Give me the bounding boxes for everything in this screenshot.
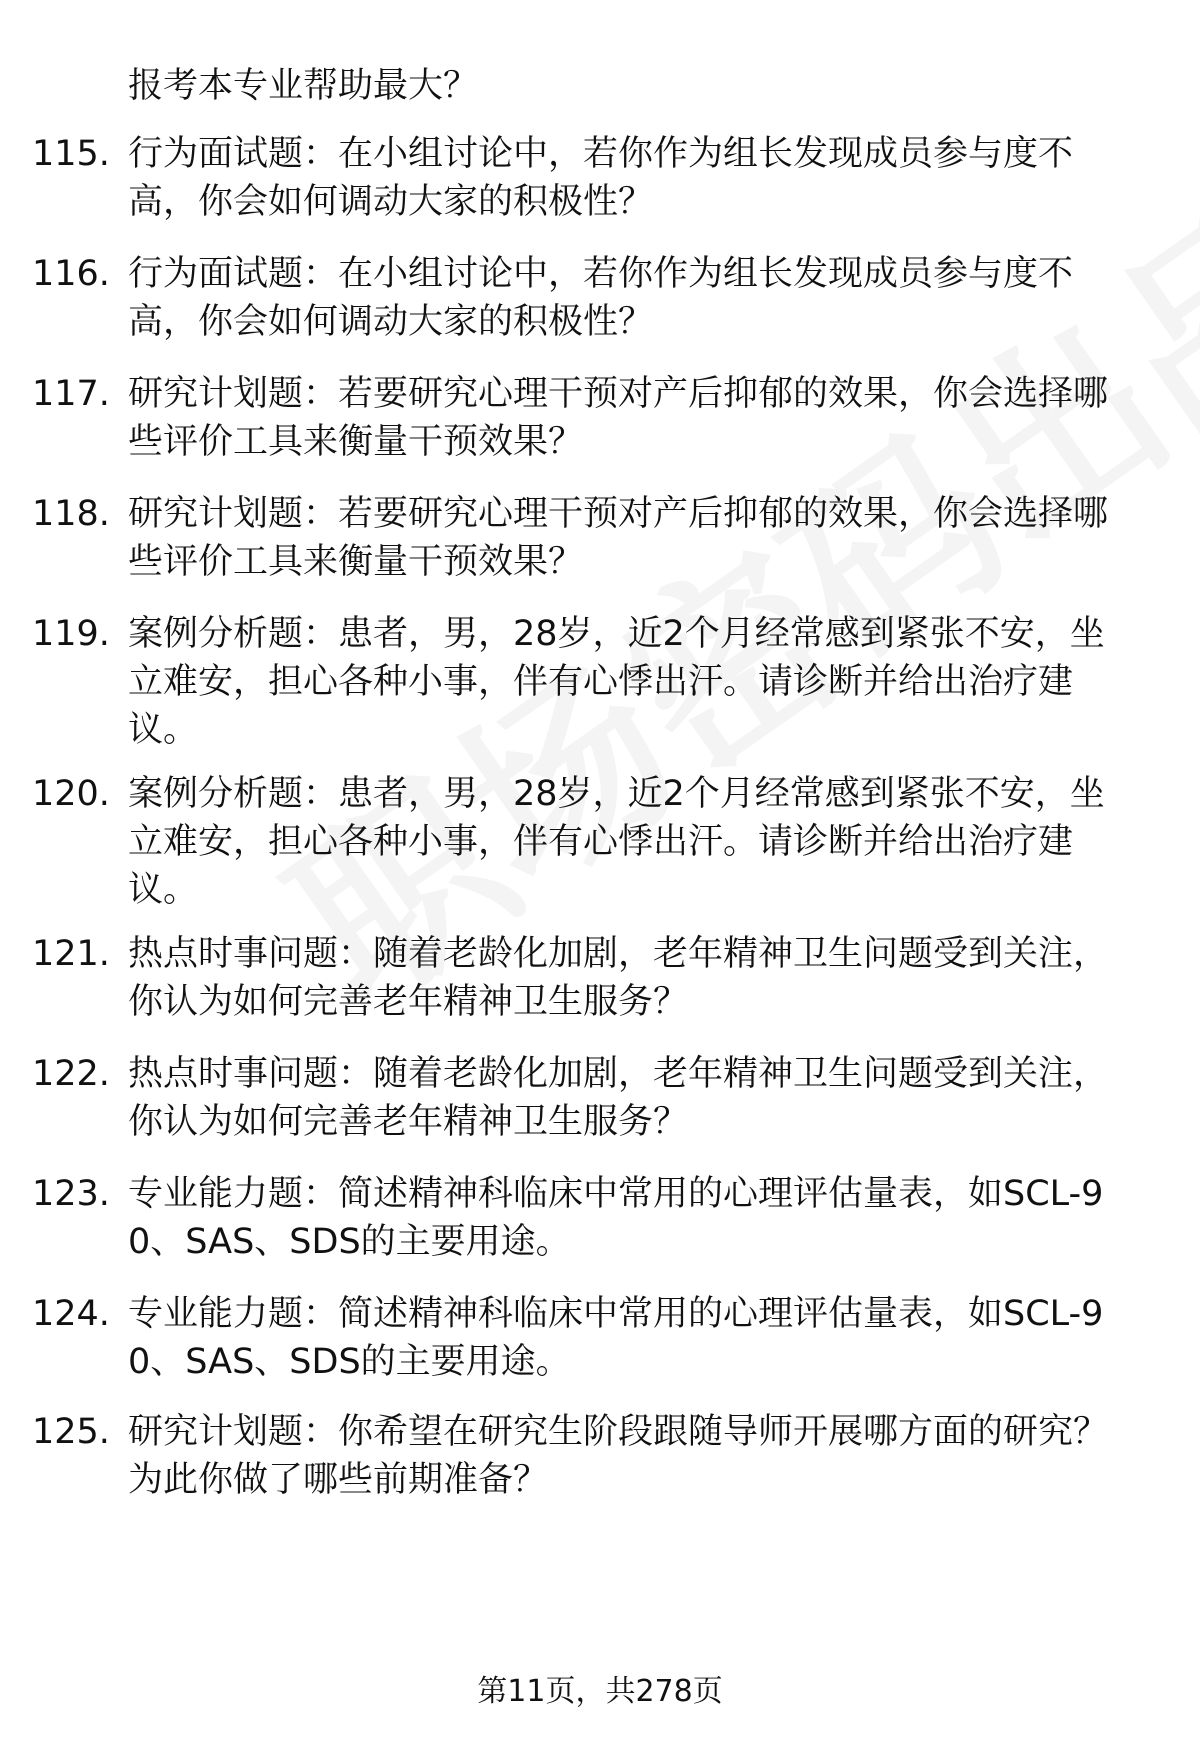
question-text: 行为面试题：在小组讨论中，若你作为组长发现成员参与度不高，你会如何调动大家的积极性？ bbox=[128, 254, 1074, 342]
question-number: 117. bbox=[32, 374, 110, 414]
question-number: 119. bbox=[32, 614, 110, 654]
question-text: 热点时事问题：随着老龄化加剧，老年精神卫生问题受到关注，你认为如何完善老年精神卫生服务？ bbox=[128, 1054, 1109, 1142]
page-footer: 第11页，共278页 bbox=[477, 1674, 723, 1709]
question-text: 研究计划题：若要研究心理干预对产后抑郁的效果，你会选择哪些评价工具来衡量干预效果？ bbox=[128, 374, 1109, 462]
question-item bbox=[32, 1170, 1172, 1266]
question-item bbox=[32, 130, 1172, 226]
question-item bbox=[32, 930, 1172, 1026]
question-number: 121. bbox=[32, 934, 110, 974]
question-text: 案例分析题：患者，男，28岁，近2个月经常感到紧张不安，坐立难安，担心各种小事，伴有心悸出汗。请诊断并给出治疗建议。 bbox=[128, 774, 1105, 910]
question-item bbox=[32, 610, 1172, 754]
question-number: 118. bbox=[32, 494, 110, 534]
question-number: 125. bbox=[32, 1412, 110, 1452]
question-text: 专业能力题：简述精神科临床中常用的心理评估量表，如SCL-90、SAS、SDS的主要用途。 bbox=[128, 1174, 1104, 1262]
question-item bbox=[32, 770, 1172, 914]
question-text: 热点时事问题：随着老龄化加剧，老年精神卫生问题受到关注，你认为如何完善老年精神卫生服务？ bbox=[128, 934, 1109, 1022]
question-number: 116. bbox=[32, 254, 110, 294]
question-text: 专业能力题：简述精神科临床中常用的心理评估量表，如SCL-90、SAS、SDS的主要用途。 bbox=[128, 1294, 1104, 1382]
question-text: 案例分析题：患者，男，28岁，近2个月经常感到紧张不安，坐立难安，担心各种小事，伴有心悸出汗。请诊断并给出治疗建议。 bbox=[128, 614, 1105, 750]
question-text: 研究计划题：若要研究心理干预对产后抑郁的效果，你会选择哪些评价工具来衡量干预效果？ bbox=[128, 494, 1109, 582]
question-number: 123. bbox=[32, 1174, 110, 1214]
question-number: 122. bbox=[32, 1054, 110, 1094]
question-item bbox=[32, 1050, 1172, 1146]
question-number: 115. bbox=[32, 134, 110, 174]
question-number: 120. bbox=[32, 774, 110, 814]
continuation-text: 报考本专业帮助最大？ bbox=[128, 66, 479, 106]
question-item bbox=[32, 490, 1172, 586]
question-item bbox=[32, 1290, 1172, 1386]
question-item bbox=[32, 250, 1172, 346]
question-text: 研究计划题：你希望在研究生阶段跟随导师开展哪方面的研究？为此你做了哪些前期准备？ bbox=[128, 1412, 1109, 1500]
question-item bbox=[32, 370, 1172, 466]
question-text: 行为面试题：在小组讨论中，若你作为组长发现成员参与度不高，你会如何调动大家的积极性？ bbox=[128, 134, 1074, 222]
question-number: 124. bbox=[32, 1294, 110, 1334]
question-item bbox=[32, 1408, 1172, 1504]
